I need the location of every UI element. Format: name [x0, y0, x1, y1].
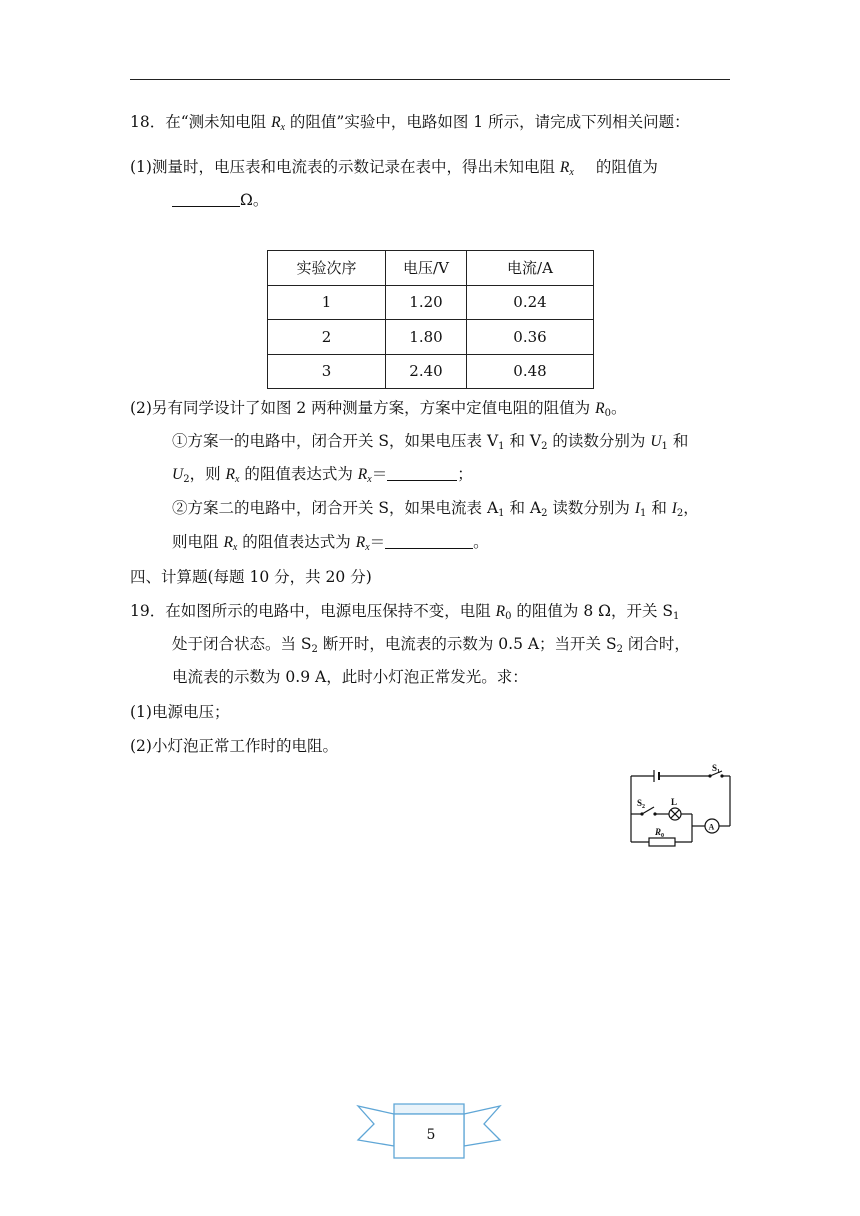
table-cell: 0.36	[467, 320, 594, 355]
header-rule	[130, 79, 730, 80]
page-number: 5	[426, 1127, 436, 1143]
q18-option1: ①方案一的电路中，闭合开关 S，如果电压表 $V_1$ 和 $V_2$ 的读数分别为 $U_1$ 和	[172, 432, 689, 452]
label-s2: $S_2$	[637, 798, 646, 810]
table-header: 电压/V	[386, 251, 467, 286]
resistor-r0	[649, 838, 675, 846]
q18-option2-answer: 则电阻 $R_x$ 的阻值表达式为 $R_x=$ 。	[172, 533, 489, 553]
table-cell: 3	[268, 354, 386, 389]
table-header: 实验次序	[268, 251, 386, 286]
table-row	[268, 320, 594, 355]
q19-line1: 19．在如图所示的电路中，电源电压保持不变，电阻 $R_0$ 的阻值为 8 Ω，开关 $S_1$	[130, 602, 680, 622]
answer-blank[interactable]	[172, 192, 240, 207]
answer-blank[interactable]	[385, 534, 473, 549]
table-row	[268, 285, 594, 320]
table-cell: 0.48	[467, 354, 594, 389]
q19-line3: 电流表的示数为 0.9 A，此时小灯泡正常发光。求：	[172, 668, 528, 686]
label-s1: $S_1$	[712, 763, 721, 775]
q18-intro: 18．在“测未知电阻 $R_x$ 的阻值”实验中，电路如图 1 所示，请完成下列相关问题：	[130, 113, 690, 133]
answer-blank[interactable]	[387, 466, 457, 481]
label-r0: $R_0$	[655, 827, 665, 839]
table-header: 电流/A	[467, 251, 594, 286]
section-heading: 四、计算题(每题 10 分，共 20 分)	[130, 568, 372, 586]
q19-line2: 处于闭合状态。当 $S_2$ 断开时，电流表的示数为 0.5 A；当开关 $S_2$ 闭合时，	[172, 635, 690, 655]
q19-sub1: (1)电源电压；	[130, 703, 230, 721]
table-cell: 1.20	[386, 285, 467, 320]
ribbon-right-tail	[464, 1106, 500, 1146]
table-cell: 0.24	[467, 285, 594, 320]
q19-sub2: (2)小灯泡正常工作时的电阻。	[130, 737, 338, 755]
table-cell: 2.40	[386, 354, 467, 389]
q18-option1-answer: $U_2$，则 $R_x$ 的阻值表达式为 $R_x=$ ；	[172, 465, 473, 485]
table-cell: 1.80	[386, 320, 467, 355]
table-header-row	[268, 251, 594, 286]
ribbon-left-tail	[358, 1106, 394, 1146]
measurement-table	[267, 250, 594, 389]
table-row	[268, 354, 594, 389]
q18-option2: ②方案二的电路中，闭合开关 S，如果电流表 $A_1$ 和 $A_2$ 读数分别为 $I_1$ 和 $I_2$，	[172, 499, 699, 519]
q18-part2: (2)另有同学设计了如图 2 两种测量方案，方案中定值电阻的阻值为 $R_0$。	[130, 399, 627, 419]
circuit-diagram	[625, 762, 737, 848]
label-lamp: L	[671, 797, 678, 807]
q18-part1-answer: Ω。	[172, 189, 268, 211]
label-ammeter: A	[708, 822, 715, 832]
table-cell: 1	[268, 285, 386, 320]
q18-part1: (1)测量时，电压表和电流表的示数记录在表中，得出未知电阻 $R_x$ 的阻值为	[130, 158, 658, 178]
table-cell: 2	[268, 320, 386, 355]
